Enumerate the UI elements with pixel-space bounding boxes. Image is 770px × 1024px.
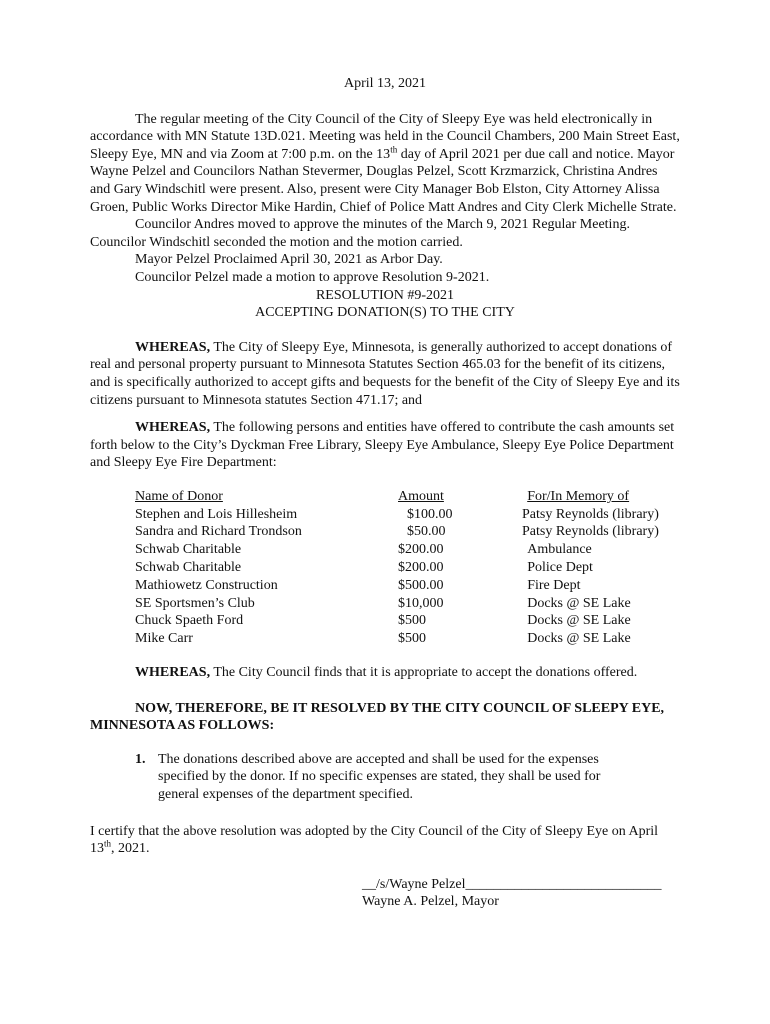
donor-name: Mathiowetz Construction (135, 577, 278, 593)
minutes-motion: Councilor Andres moved to approve the minutes of the March 9, 2021 Regular Meeting. Councilor Windschitl seconded the motion and the motion carried. (90, 217, 630, 250)
intro-superscript: th (390, 144, 398, 155)
spacer (90, 322, 680, 339)
whereas-donations (90, 419, 680, 472)
donation-amount: $500.00 (398, 577, 444, 593)
whereas-text: The City Council finds that it is appropriate to accept the donations offered. (210, 665, 638, 681)
resolved-clause (90, 700, 680, 735)
donation-amount: $500 (398, 613, 427, 629)
table-row (135, 595, 680, 613)
donation-purpose: Ambulance (527, 542, 592, 558)
document-page (90, 75, 680, 911)
whereas-label: WHEREAS, (135, 665, 211, 681)
donation-amount: $50.00 (407, 524, 446, 540)
whereas-appropriate (90, 664, 680, 682)
arbor-day-proclamation: Mayor Pelzel Proclaimed April 30, 2021 as Arbor Day. (135, 252, 443, 268)
whereas-authority (90, 339, 680, 409)
table-row (135, 541, 680, 559)
donation-purpose: Patsy Reynolds (library) (522, 506, 659, 522)
donation-amount: $500 (398, 631, 427, 647)
signature-line: __/s/Wayne Pelzel____________________________ (362, 876, 662, 892)
table-row (135, 630, 680, 648)
donor-name: Mike Carr (135, 631, 193, 647)
donor-name: SE Sportsmen’s Club (135, 595, 255, 611)
table-row (135, 612, 680, 630)
intro-text-start: The regular meeting of the City Council of the City of Sleepy Eye was held electronically in accordance with MN Statute 13D.021. Meeting was held in the Council Chambers, 200 Main Street East, Sleepy Eye, MN and via Zoom at 7:00 p.m. on the 13 (90, 111, 680, 162)
whereas-text: The following persons and entities have offered to contribute the cash amounts set forth below to the City’s Dyckman Free Library, Sleepy Eye Ambulance, Sleepy Eye Police Department and Sleepy Eye Fire Department: (90, 420, 675, 471)
donation-amount: $100.00 (407, 506, 453, 522)
donation-purpose: Docks @ SE Lake (527, 613, 631, 629)
donor-name: Schwab Charitable (135, 542, 242, 558)
donor-name: Schwab Charitable (135, 560, 242, 576)
whereas-text: The City of Sleepy Eye, Minnesota, is generally authorized to accept donations of real and personal property pursuant to Minnesota Statutes Section 465.03 for the benefit of its citizens, and is specifically authorized to accept gifts and bequests for the benefit of the City of Sleepy Eye and its citizens pursuant to Minnesota statutes Section 471.17; and (90, 339, 680, 408)
certify-text-end: , 2021. (111, 841, 150, 857)
donation-amount: $200.00 (398, 560, 444, 576)
header-donor: Name of Donor (135, 488, 223, 504)
table-row (135, 559, 680, 577)
donation-purpose: Police Dept (527, 560, 593, 576)
whereas-label: WHEREAS, (135, 339, 211, 355)
donations-table (135, 488, 680, 648)
intro-paragraph (90, 111, 680, 217)
header-memory: For/In Memory of (527, 488, 630, 504)
donation-amount: $200.00 (398, 542, 444, 558)
donor-name: Stephen and Lois Hillesheim (135, 506, 298, 522)
item-text: The donations described above are accepted and shall be used for the expenses specified by the donor. If no specific expenses are stated, they shall be used for general expenses of the department specified. (158, 751, 601, 803)
donor-name: Chuck Spaeth Ford (135, 613, 244, 629)
signature-block (362, 876, 680, 911)
table-header-row (135, 488, 680, 506)
resolution-title: ACCEPTING DONATION(S) TO THE CITY (255, 305, 515, 321)
intro-text-end: day of April 2021 per due call and notice. Mayor Wayne Pelzel and Councilors Nathan Stevermer, Douglas Pelzel, Scott Krzmarzick, Christina Andres and Gary Windschitl were present. Also, present were City Manager Bob Elston, City Attorney Alissa Groen, Public Works Director Mike Hardin, Chief of Police Matt Andres and City Clerk Michelle Strate. (90, 146, 677, 215)
donation-purpose: Patsy Reynolds (library) (522, 524, 659, 540)
header-amount: Amount (398, 488, 444, 504)
table-row (135, 523, 680, 541)
certify-superscript: th (104, 838, 112, 849)
signatory-name: Wayne A. Pelzel, Mayor (362, 894, 499, 910)
donation-purpose: Fire Dept (527, 577, 581, 593)
resolved-text: NOW, THEREFORE, BE IT RESOLVED BY THE CITY COUNCIL OF SLEEPY EYE, MINNESOTA AS FOLLOWS: (90, 700, 665, 734)
donation-amount: $10,000 (398, 595, 444, 611)
resolution-number: RESOLUTION #9-2021 (315, 287, 455, 303)
table-row (135, 506, 680, 524)
donation-purpose: Docks @ SE Lake (527, 595, 631, 611)
whereas-label: WHEREAS, (135, 420, 211, 436)
table-row (135, 577, 680, 595)
document-date: April 13, 2021 (343, 76, 427, 91)
donor-name: Sandra and Richard Trondson (135, 524, 302, 540)
resolution-item (135, 751, 680, 804)
resolution-motion: Councilor Pelzel made a motion to approve Resolution 9-2021. (135, 269, 490, 285)
donation-purpose: Docks @ SE Lake (527, 631, 631, 647)
certify-text-start: I certify that the above resolution was adopted by the City Council of the City of Sleepy Eye on April 13 (90, 823, 659, 857)
item-number: 1. (135, 751, 146, 767)
certification-statement (90, 823, 680, 858)
